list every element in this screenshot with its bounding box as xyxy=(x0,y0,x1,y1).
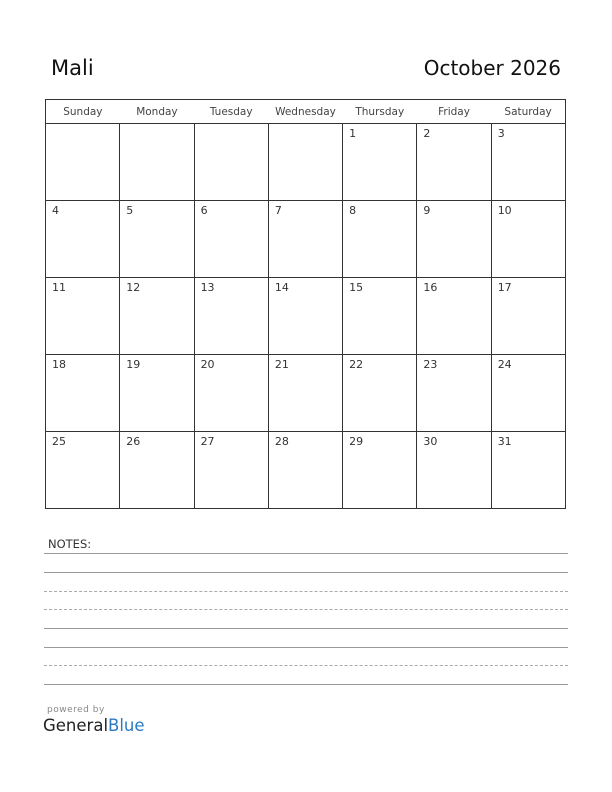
day-cell xyxy=(194,124,268,201)
week-row-1 xyxy=(46,124,566,201)
day-number: 1 xyxy=(349,127,357,140)
week-row-4 xyxy=(46,355,566,432)
day-number: 26 xyxy=(126,435,141,448)
day-cell xyxy=(268,278,342,355)
day-cell xyxy=(343,124,417,201)
day-cell xyxy=(268,201,342,278)
day-cell xyxy=(120,432,194,509)
day-number: 27 xyxy=(200,435,215,448)
powered-by-text: powered by xyxy=(47,705,105,715)
day-cell xyxy=(194,355,268,432)
day-number: 30 xyxy=(423,435,438,448)
day-number: 12 xyxy=(126,281,141,294)
day-number: 5 xyxy=(126,204,134,217)
note-line xyxy=(44,609,568,610)
day-number: 19 xyxy=(126,358,141,371)
weekday-monday: Monday xyxy=(120,100,194,124)
calendar-grid xyxy=(45,99,566,509)
note-line xyxy=(44,665,568,666)
day-cell xyxy=(120,278,194,355)
day-cell xyxy=(268,124,342,201)
day-number: 4 xyxy=(52,204,59,217)
day-cell xyxy=(491,355,565,432)
day-number: 13 xyxy=(200,281,215,294)
day-cell xyxy=(417,432,491,509)
day-cell xyxy=(46,432,120,509)
day-number: 7 xyxy=(274,204,282,217)
day-cell xyxy=(417,355,491,432)
day-number: 20 xyxy=(200,358,215,371)
month-year-title: October 2026 xyxy=(423,56,561,80)
day-number: 3 xyxy=(497,127,505,140)
day-cell xyxy=(46,124,120,201)
day-number xyxy=(195,124,268,127)
day-number: 25 xyxy=(52,435,66,448)
day-number: 8 xyxy=(349,204,357,217)
day-cell xyxy=(343,278,417,355)
day-number xyxy=(269,124,342,127)
day-cell xyxy=(194,201,268,278)
day-cell xyxy=(194,278,268,355)
day-cell xyxy=(417,278,491,355)
note-line xyxy=(44,684,568,685)
day-cell xyxy=(343,432,417,509)
day-cell xyxy=(417,201,491,278)
note-line xyxy=(44,647,568,648)
day-number: 23 xyxy=(423,358,438,371)
day-number: 22 xyxy=(349,358,364,371)
day-cell xyxy=(491,201,565,278)
day-cell xyxy=(417,124,491,201)
week-row-5 xyxy=(46,432,566,509)
day-cell xyxy=(120,355,194,432)
day-number: 24 xyxy=(497,358,512,371)
day-cell xyxy=(268,432,342,509)
day-number: 21 xyxy=(274,358,289,371)
country-title: Mali xyxy=(51,56,94,80)
day-cell xyxy=(46,278,120,355)
day-number xyxy=(46,124,119,127)
weekday-wednesday: Wednesday xyxy=(268,100,342,124)
day-number: 11 xyxy=(52,281,66,294)
day-cell xyxy=(491,432,565,509)
weekday-thursday: Thursday xyxy=(343,100,417,124)
day-number: 17 xyxy=(497,281,512,294)
brand-general: General xyxy=(43,716,109,735)
weekday-tuesday: Tuesday xyxy=(194,100,268,124)
day-cell xyxy=(491,124,565,201)
note-line xyxy=(44,572,568,573)
day-number: 29 xyxy=(349,435,364,448)
day-number: 2 xyxy=(423,127,431,140)
day-number: 14 xyxy=(274,281,289,294)
note-line xyxy=(44,553,568,554)
day-number: 31 xyxy=(497,435,512,448)
note-line xyxy=(44,591,568,592)
day-cell xyxy=(120,124,194,201)
weekday-saturday: Saturday xyxy=(491,100,565,124)
day-number: 6 xyxy=(200,204,208,217)
day-cell xyxy=(46,201,120,278)
generalblue-logo xyxy=(43,716,145,735)
week-row-3 xyxy=(46,278,566,355)
day-number: 28 xyxy=(274,435,289,448)
day-cell xyxy=(120,201,194,278)
weekday-sunday: Sunday xyxy=(46,100,120,124)
day-cell xyxy=(46,355,120,432)
week-row-2 xyxy=(46,201,566,278)
day-number: 18 xyxy=(52,358,66,371)
note-line xyxy=(44,628,568,629)
day-number: 9 xyxy=(423,204,431,217)
day-number: 10 xyxy=(497,204,512,217)
day-number: 16 xyxy=(423,281,438,294)
weekday-friday: Friday xyxy=(417,100,491,124)
brand-blue: Blue xyxy=(108,716,145,735)
day-cell xyxy=(343,201,417,278)
day-cell xyxy=(268,355,342,432)
weekday-header-row xyxy=(46,100,566,124)
notes-label: NOTES: xyxy=(48,537,92,551)
day-cell xyxy=(194,432,268,509)
day-cell xyxy=(491,278,565,355)
day-cell xyxy=(343,355,417,432)
day-number: 15 xyxy=(349,281,364,294)
day-number xyxy=(120,124,193,127)
